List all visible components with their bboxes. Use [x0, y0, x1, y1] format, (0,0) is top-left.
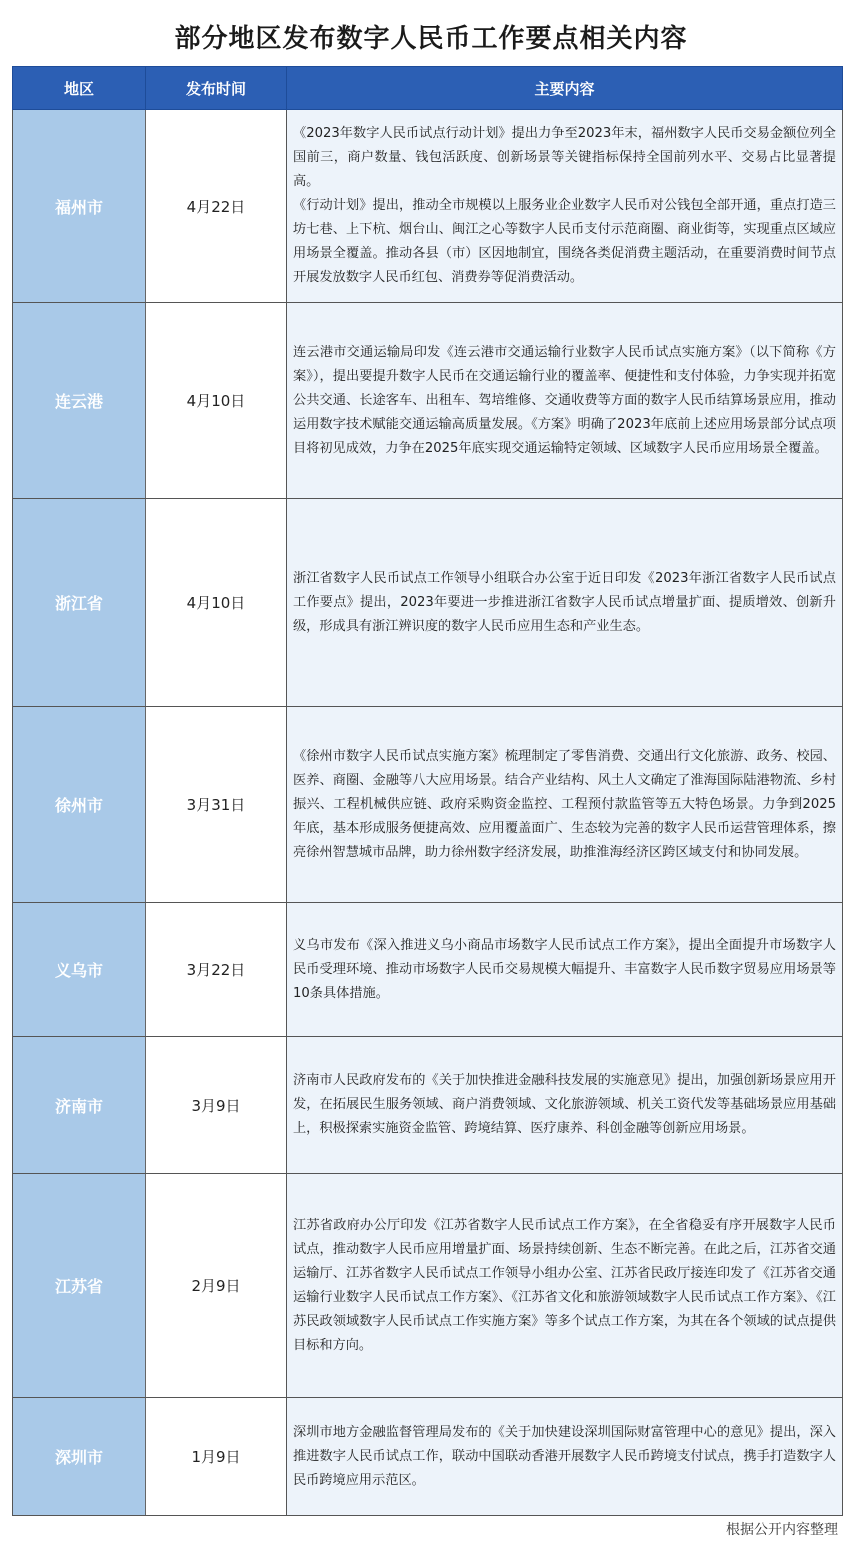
content-cell [287, 1037, 843, 1174]
region-cell: 济南市 [13, 1037, 146, 1174]
header-date: 发布时间 [146, 67, 287, 110]
content-cell [287, 1174, 843, 1398]
region-cell: 福州市 [13, 110, 146, 303]
policy-table [12, 66, 843, 1516]
region-cell: 深圳市 [13, 1398, 146, 1516]
date-cell: 2月9日 [146, 1174, 287, 1398]
table-row [13, 303, 843, 499]
table-row [13, 1174, 843, 1398]
content-text: 济南市人民政府发布的《关于加快推进金融科技发展的实施意见》提出，加强创新场景应用开发，在拓展民生服务领域、商户消费领域、文化旅游领域、机关工资代发等基础场景应用基础上，积极探索实施资金监管、跨境结算、医疗康养、科创金融等创新应用场景。 [293, 1073, 836, 1136]
content-cell [287, 303, 843, 499]
date-cell: 4月10日 [146, 499, 287, 707]
content-cell [287, 1398, 843, 1516]
region-cell: 连云港 [13, 303, 146, 499]
table-row [13, 1398, 843, 1516]
table-row [13, 110, 843, 303]
table-row [13, 707, 843, 903]
header-content: 主要内容 [287, 67, 843, 110]
content-text: 江苏省政府办公厅印发《江苏省数字人民币试点工作方案》，在全省稳妥有序开展数字人民币试点，推动数字人民币应用增量扩面、场景持续创新、生态不断完善。在此之后，江苏省交通运输厅、江苏省数字人民币试点工作领导小组办公室、江苏省民政厅接连印发了《江苏省交通运输行业数字人民币试点工作方案》、《江苏省文化和旅游领域数字人民币试点工作方案》、《江苏民政领域数字人民币试点工作实施方案》等多个试点工作方案，为其在各个领域的试点提供目标和方向。 [293, 1217, 836, 1353]
region-cell: 义乌市 [13, 903, 146, 1037]
date-cell: 3月22日 [146, 903, 287, 1037]
source-note: 根据公开内容整理 [726, 1522, 838, 1538]
table-row [13, 1037, 843, 1174]
header-region: 地区 [13, 67, 146, 110]
content-text: 《2023年数字人民币试点行动计划》提出力争至2023年末，福州数字人民币交易金额位列全国前三，商户数量、钱包活跃度、创新场景等关键指标保持全国前列水平、交易占比显著提高。 《行动计划》提出，推动全市规模以上服务业企业数字人民币对公钱包全部开通，重点打造三坊七巷、上下杭、烟台山、闽江之心等数字人民币支付示范商圈、商业街等，实现重点区域应用场景全覆盖。推动各县（市）区因地制宜，围绕各类促消费主题活动，在重要消费时间节点开展发放数字人民币红包、消费券等促消费活动。 [293, 126, 836, 285]
content-text: 义乌市发布《深入推进义乌小商品市场数字人民币试点工作方案》，提出全面提升市场数字人民币受理环境、推动市场数字人民币交易规模大幅提升、丰富数字人民币数字贸易应用场景等10条具体措施。 [293, 937, 836, 1001]
region-cell: 浙江省 [13, 499, 146, 707]
date-cell: 4月10日 [146, 303, 287, 499]
region-cell: 徐州市 [13, 707, 146, 903]
content-text: 浙江省数字人民币试点工作领导小组联合办公室于近日印发《2023年浙江省数字人民币试点工作要点》提出，2023年要进一步推进浙江省数字人民币试点增量扩面、提质增效、创新升级，形成具有浙江辨识度的数字人民币应用生态和产业生态。 [293, 570, 836, 634]
table-header-row [13, 67, 843, 110]
content-cell [287, 499, 843, 707]
content-text: 连云港市交通运输局印发《连云港市交通运输行业数字人民币试点实施方案》（以下简称《方案》），提出要提升数字人民币在交通运输行业的覆盖率、便捷性和支付体验，力争实现并拓宽公共交通、长途客车、出租车、驾培维修、交通收费等方面的数字人民币结算场景应用，推动运用数字技术赋能交通运输高质量发展。《方案》明确了2023年底前上述应用场景部分试点项目将初见成效，力争在2025年底实现交通运输特定领域、区域数字人民币应用场景全覆盖。 [293, 344, 836, 456]
table-row [13, 499, 843, 707]
date-cell: 3月9日 [146, 1037, 287, 1174]
content-text: 深圳市地方金融监督管理局发布的《关于加快建设深圳国际财富管理中心的意见》提出，深入推进数字人民币试点工作，联动中国联动香港开展数字人民币跨境支付试点，携手打造数字人民币跨境应用示范区。 [293, 1424, 836, 1488]
page-title: 部分地区发布数字人民币工作要点相关内容 [174, 24, 688, 54]
table-row [13, 903, 843, 1037]
content-cell [287, 707, 843, 903]
date-cell: 1月9日 [146, 1398, 287, 1516]
date-cell: 4月22日 [146, 110, 287, 303]
date-cell: 3月31日 [146, 707, 287, 903]
region-cell: 江苏省 [13, 1174, 146, 1398]
content-cell [287, 110, 843, 303]
content-cell [287, 903, 843, 1037]
content-text: 《徐州市数字人民币试点实施方案》梳理制定了零售消费、交通出行文化旅游、政务、校园、医养、商圈、金融等八大应用场景。结合产业结构、风土人文确定了淮海国际陆港物流、乡村振兴、工程机械供应链、政府采购资金监控、工程预付款监管等五大特色场景。力争到2025年底，基本形成服务便捷高效、应用覆盖面广、生态较为完善的数字人民币运营管理体系，擦亮徐州智慧城市品牌，助力徐州数字经济发展，助推淮海经济区跨区域支付和协同发展。 [293, 748, 836, 860]
